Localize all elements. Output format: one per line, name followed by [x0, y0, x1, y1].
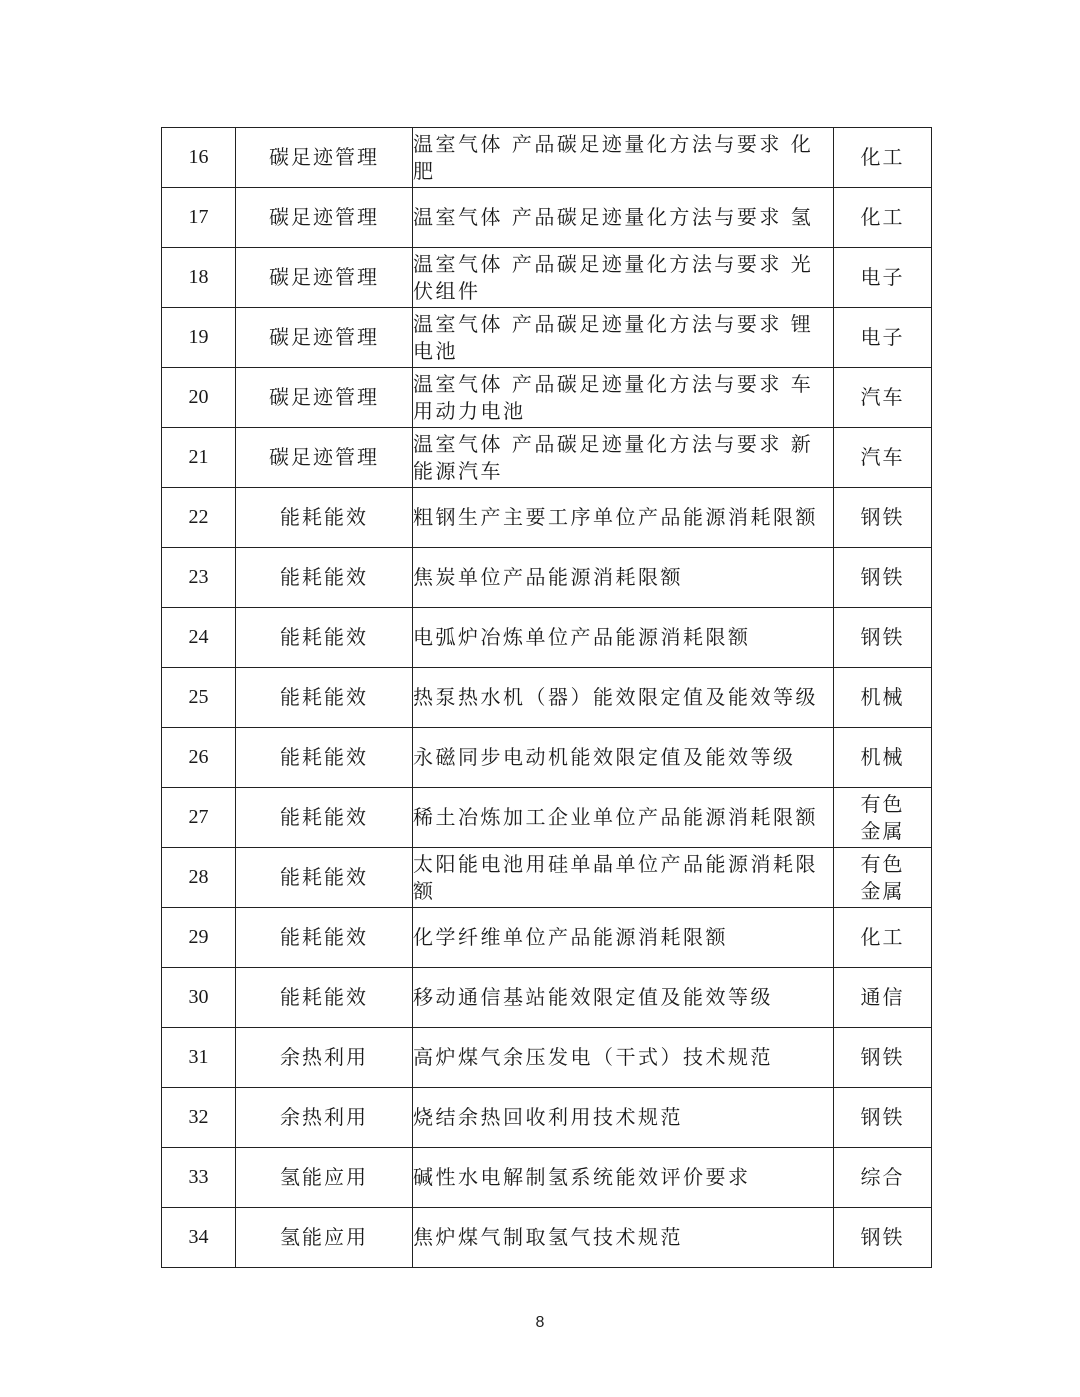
- table-row: [162, 968, 932, 1028]
- row-number-cell-text: 16: [188, 146, 209, 168]
- standard-name-cell-text: 电弧炉冶炼单位产品能源消耗限额: [413, 625, 751, 649]
- industry-cell-text: 机械: [860, 745, 905, 769]
- standard-name-cell: [413, 728, 834, 788]
- row-number-cell: [162, 728, 236, 788]
- industry-cell-text: 钢铁: [860, 1225, 905, 1249]
- industry-cell: [834, 1028, 932, 1088]
- standard-name-cell-text: 粗钢生产主要工序单位产品能源消耗限额: [413, 505, 818, 529]
- category-cell: [236, 1148, 413, 1208]
- row-number-cell: [162, 788, 236, 848]
- industry-cell-text: 钢铁: [860, 505, 905, 529]
- row-number-cell-text: 22: [188, 506, 209, 528]
- industry-cell-text: 钢铁: [860, 565, 905, 589]
- industry-cell-text: 汽车: [860, 385, 905, 409]
- industry-cell: [834, 308, 932, 368]
- standard-name-cell-text: 永磁同步电动机能效限定值及能效等级: [413, 745, 796, 769]
- row-number-cell: [162, 308, 236, 368]
- standard-name-cell: [413, 548, 834, 608]
- standard-name-cell: [413, 968, 834, 1028]
- industry-cell-text: 钢铁: [860, 1045, 905, 1069]
- industry-cell: [834, 968, 932, 1028]
- category-cell: [236, 128, 413, 188]
- category-cell: [236, 188, 413, 248]
- category-cell: [236, 728, 413, 788]
- industry-cell: [834, 728, 932, 788]
- standard-name-cell-text: 太阳能电池用硅单晶单位产品能源消耗限额: [413, 851, 818, 903]
- category-cell: [236, 1028, 413, 1088]
- category-cell: [236, 308, 413, 368]
- table-row: [162, 488, 932, 548]
- table-row: [162, 1208, 932, 1268]
- industry-cell-text: 化工: [860, 925, 905, 949]
- row-number-cell-text: 18: [188, 266, 209, 288]
- standard-name-cell-text: 烧结余热回收利用技术规范: [413, 1105, 683, 1129]
- row-number-cell: [162, 848, 236, 908]
- row-number-cell: [162, 188, 236, 248]
- standard-name-cell: [413, 248, 834, 308]
- industry-cell: [834, 848, 932, 908]
- row-number-cell: [162, 368, 236, 428]
- table-row: [162, 248, 932, 308]
- standard-name-cell-text: 热泵热水机（器）能效限定值及能效等级: [413, 685, 818, 709]
- standard-name-cell-text: 温室气体 产品碳足迹量化方法与要求 光伏组件: [413, 251, 814, 303]
- industry-cell-text: 电子: [860, 265, 905, 289]
- standard-name-cell-text: 温室气体 产品碳足迹量化方法与要求 化肥: [413, 131, 814, 183]
- industry-cell: [834, 1148, 932, 1208]
- category-cell-text: 碳足迹管理: [269, 265, 379, 289]
- standard-name-cell: [413, 368, 834, 428]
- industry-cell-text: 钢铁: [860, 1105, 905, 1129]
- row-number-cell-text: 32: [188, 1106, 209, 1128]
- row-number-cell-text: 19: [188, 326, 209, 348]
- table-row: [162, 1028, 932, 1088]
- page-number: 8: [535, 1314, 545, 1331]
- standard-name-cell-text: 碱性水电解制氢系统能效评价要求: [413, 1165, 751, 1189]
- industry-cell: [834, 428, 932, 488]
- row-number-cell: [162, 668, 236, 728]
- table-row: [162, 428, 932, 488]
- category-cell: [236, 668, 413, 728]
- industry-cell-text: 化工: [860, 205, 905, 229]
- row-number-cell-text: 33: [188, 1166, 209, 1188]
- table-body: [162, 128, 932, 1268]
- industry-cell-text: 电子: [860, 325, 905, 349]
- standard-name-cell: [413, 308, 834, 368]
- row-number-cell-text: 21: [188, 446, 209, 468]
- category-cell-text: 碳足迹管理: [269, 325, 379, 349]
- category-cell-text: 氢能应用: [280, 1165, 368, 1189]
- table-row: [162, 608, 932, 668]
- standard-name-cell: [413, 488, 834, 548]
- category-cell: [236, 908, 413, 968]
- category-cell-text: 能耗能效: [280, 865, 368, 889]
- table-row: [162, 908, 932, 968]
- row-number-cell-text: 28: [188, 866, 209, 888]
- row-number-cell: [162, 968, 236, 1028]
- row-number-cell-text: 17: [188, 206, 209, 228]
- row-number-cell-text: 25: [188, 686, 209, 708]
- category-cell-text: 能耗能效: [280, 685, 368, 709]
- industry-cell-text: 钢铁: [860, 625, 905, 649]
- standard-name-cell-text: 温室气体 产品碳足迹量化方法与要求 新能源汽车: [413, 431, 814, 483]
- row-number-cell-text: 31: [188, 1046, 209, 1068]
- table-row: [162, 368, 932, 428]
- row-number-cell-text: 34: [188, 1226, 209, 1248]
- category-cell-text: 余热利用: [280, 1045, 368, 1069]
- industry-cell: [834, 668, 932, 728]
- table-row: [162, 1148, 932, 1208]
- industry-cell: [834, 908, 932, 968]
- row-number-cell: [162, 1028, 236, 1088]
- industry-cell-text: 通信: [860, 985, 905, 1009]
- row-number-cell-text: 26: [188, 746, 209, 768]
- standard-name-cell: [413, 668, 834, 728]
- industry-cell: [834, 488, 932, 548]
- industry-cell: [834, 788, 932, 848]
- standard-name-cell: [413, 788, 834, 848]
- industry-cell: [834, 1208, 932, 1268]
- standard-name-cell: [413, 428, 834, 488]
- category-cell-text: 碳足迹管理: [269, 205, 379, 229]
- row-number-cell: [162, 1208, 236, 1268]
- category-cell: [236, 848, 413, 908]
- industry-cell-text: 有色金属: [860, 851, 905, 903]
- row-number-cell-text: 29: [188, 926, 209, 948]
- row-number-cell-text: 27: [188, 806, 209, 828]
- industry-cell: [834, 548, 932, 608]
- category-cell-text: 能耗能效: [280, 745, 368, 769]
- standard-name-cell-text: 温室气体 产品碳足迹量化方法与要求 车用动力电池: [413, 371, 814, 423]
- industry-cell: [834, 188, 932, 248]
- row-number-cell-text: 23: [188, 566, 209, 588]
- standard-name-cell-text: 稀土冶炼加工企业单位产品能源消耗限额: [413, 805, 818, 829]
- industry-cell-text: 有色金属: [860, 791, 905, 843]
- table-row: [162, 668, 932, 728]
- category-cell-text: 碳足迹管理: [269, 145, 379, 169]
- row-number-cell: [162, 488, 236, 548]
- category-cell: [236, 548, 413, 608]
- category-cell: [236, 608, 413, 668]
- industry-cell: [834, 368, 932, 428]
- standard-name-cell: [413, 1208, 834, 1268]
- industry-cell: [834, 1088, 932, 1148]
- row-number-cell-text: 20: [188, 386, 209, 408]
- row-number-cell: [162, 128, 236, 188]
- category-cell-text: 碳足迹管理: [269, 445, 379, 469]
- category-cell-text: 氢能应用: [280, 1225, 368, 1249]
- standard-name-cell-text: 温室气体 产品碳足迹量化方法与要求 锂电池: [413, 311, 814, 363]
- table-row: [162, 548, 932, 608]
- category-cell: [236, 368, 413, 428]
- standard-name-cell-text: 移动通信基站能效限定值及能效等级: [413, 985, 773, 1009]
- row-number-cell: [162, 248, 236, 308]
- category-cell: [236, 488, 413, 548]
- standard-name-cell: [413, 608, 834, 668]
- industry-cell-text: 汽车: [860, 445, 905, 469]
- standard-name-cell-text: 焦炉煤气制取氢气技术规范: [413, 1225, 683, 1249]
- standard-name-cell: [413, 908, 834, 968]
- category-cell-text: 能耗能效: [280, 805, 368, 829]
- category-cell-text: 能耗能效: [280, 925, 368, 949]
- row-number-cell-text: 30: [188, 986, 209, 1008]
- category-cell-text: 碳足迹管理: [269, 385, 379, 409]
- category-cell: [236, 968, 413, 1028]
- industry-cell-text: 综合: [860, 1165, 905, 1189]
- row-number-cell: [162, 428, 236, 488]
- table-row: [162, 788, 932, 848]
- category-cell: [236, 428, 413, 488]
- category-cell: [236, 788, 413, 848]
- category-cell-text: 能耗能效: [280, 625, 368, 649]
- standard-name-cell-text: 温室气体 产品碳足迹量化方法与要求 氢: [413, 205, 814, 229]
- category-cell-text: 余热利用: [280, 1105, 368, 1129]
- row-number-cell: [162, 1148, 236, 1208]
- row-number-cell-text: 24: [188, 626, 209, 648]
- industry-cell: [834, 128, 932, 188]
- standard-name-cell-text: 焦炭单位产品能源消耗限额: [413, 565, 683, 589]
- standard-name-cell: [413, 848, 834, 908]
- table-row: [162, 728, 932, 788]
- table-row: [162, 308, 932, 368]
- standard-name-cell: [413, 1028, 834, 1088]
- standard-name-cell: [413, 128, 834, 188]
- category-cell: [236, 1088, 413, 1148]
- category-cell-text: 能耗能效: [280, 565, 368, 589]
- row-number-cell: [162, 908, 236, 968]
- row-number-cell: [162, 1088, 236, 1148]
- table-row: [162, 1088, 932, 1148]
- standard-name-cell: [413, 188, 834, 248]
- standards-table: [161, 127, 932, 1268]
- industry-cell-text: 机械: [860, 685, 905, 709]
- standard-name-cell-text: 高炉煤气余压发电（干式）技术规范: [413, 1045, 773, 1069]
- row-number-cell: [162, 608, 236, 668]
- category-cell-text: 能耗能效: [280, 985, 368, 1009]
- category-cell: [236, 1208, 413, 1268]
- table-row: [162, 128, 932, 188]
- table-row: [162, 848, 932, 908]
- category-cell: [236, 248, 413, 308]
- category-cell-text: 能耗能效: [280, 505, 368, 529]
- industry-cell: [834, 248, 932, 308]
- industry-cell-text: 化工: [860, 145, 905, 169]
- standard-name-cell: [413, 1148, 834, 1208]
- table-row: [162, 188, 932, 248]
- row-number-cell: [162, 548, 236, 608]
- industry-cell: [834, 608, 932, 668]
- standard-name-cell: [413, 1088, 834, 1148]
- standard-name-cell-text: 化学纤维单位产品能源消耗限额: [413, 925, 728, 949]
